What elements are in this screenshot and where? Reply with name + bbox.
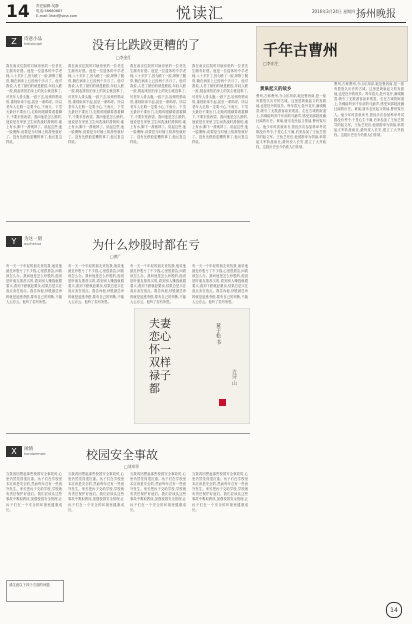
section-title: 悦读汇: [176, 4, 225, 22]
article-1: [6, 26, 250, 218]
divider-1: [6, 221, 250, 222]
article-1-col-3: 我在南京住院时对病房里的一位老先生颇有好感。他是一位退休的中学老师,八十多岁了,因为跌了一跤,摔断了腿骨,躺在病床上已经两个多月了。他对我说,人老了最怕的就是跌跤,年轻人跌一跤,爬起来拍拍身上的灰尘就没事了,可老年人骨头脆,一跤下去,轻则伤筋动骨,重则卧床不起,甚至一命呜呼。所以老年人走路一定要小心,下雨天、下雪天最好不要出门,走路时眼睛要看着脚下,不要东张西望。我问他是怎么跌的,他说是在家里卫生间洗澡时滑倒的,地上有水,脚下一滑就摔了。说起这些,他一脸懊悔,说要是当时铺上防滑垫就好了。没有比跌跤更糟的事了,他反复这样说。: [130, 64, 186, 145]
seal-stamp-icon: [219, 399, 226, 406]
article-3-title: 校园安全事故: [86, 448, 159, 462]
masthead: [0, 0, 412, 22]
newspaper-logo: 扬州晚报: [356, 9, 396, 20]
calligraphy-line: 双样: [149, 356, 171, 369]
section-icon-x: X: [6, 446, 22, 457]
article-3-author: □刘卓翠: [124, 464, 139, 469]
article-3-tag: 闲情: [24, 447, 33, 452]
article-2-col-1: 有一天一个年轻的朋友来找我,他说他最近炒股亏了不少钱,心里很着急,问我该怎么办。我问他是怎么炒股的,他说是听朋友推荐买的,看到别人赚钱就跟着买,看到下跌就赶紧卖,结果总是买在高点卖在低点。我告诉他,炒股最忌讳的就是追涨杀跌,要有自己的判断,不能人云亦云。他听了若有所思。: [6, 264, 62, 304]
calligraphy-line: 都: [149, 382, 160, 395]
article-1-tag: 诗意小品: [24, 37, 42, 42]
calligraphy-signature: 黄于松 书: [215, 323, 221, 345]
editor-info: [36, 4, 77, 19]
divider-2: [6, 433, 250, 434]
sidebar-col-2: 曹州,古称曹州,今山东菏泽,地处鲁西南,是一座有着悠久历史的古城。这里是黄巢起义的发源地,也是牡丹的故乡。每年春天,牡丹花开,满城飘香,吸引了无数游客前来观赏。走在古城的街道上,仿佛能听到千年前的马蹄声,感受到那段波澜壮阔的历史。黄巢,唐末农民起义领袖,曹州冤句人。他少年时喜欢读书,曾经多次参加科举考试都没有考中,于是心生不满,后来参加了王仙芝领导的起义军。王仙芝死后,他被推举为领袖,率领起义军转战南北,最终攻入长安,建立了大齐政权。这段历史至今仍被人们传颂。: [334, 82, 404, 137]
article-2-title: 为什么炒股时都在亏: [92, 238, 201, 252]
sidebar-banner-author: □李东生: [263, 61, 279, 66]
article-2-tag: 为这一刻: [24, 237, 42, 242]
section-icon-y: Y: [6, 236, 22, 247]
editor-phone: 电话:58680687: [36, 9, 63, 13]
sidebar-col-1: 曹州,古称曹州,今山东菏泽,地处鲁西南,是一座有着悠久历史的古城。这里是黄巢起义的发源地,也是牡丹的故乡。每年春天,牡丹花开,满城飘香,吸引了无数游客前来观赏。走在古城的街道上,仿佛能听到千年前的马蹄声,感受到那段波澜壮阔的历史。黄巢,唐末农民起义领袖,曹州冤句人。他少年时喜欢读书,曾经多次参加科举考试都没有考中,于是心生不满,后来参加了王仙芝领导的起义军。王仙芝死后,他被推举为领袖,率领起义军转战南北,最终攻入长安,建立了大齐政权。这段历史至今仍被人们传颂。: [256, 94, 326, 149]
article-1-author: □李金灯: [116, 55, 131, 60]
editor-line: 责任编辑:吴静: [36, 4, 59, 8]
article-3: [6, 438, 250, 618]
page-badge: 14: [386, 602, 402, 618]
calligraphy-extra: 古诗 山: [231, 369, 237, 386]
article-1-col-1: 我在南京住院时对病房里的一位老先生颇有好感。他是一位退休的中学老师,八十多岁了,因为跌了一跤,摔断了腿骨,躺在病床上已经两个多月了。他对我说,人老了最怕的就是跌跤,年轻人跌一跤,爬起来拍拍身上的灰尘就没事了,可老年人骨头脆,一跤下去,轻则伤筋动骨,重则卧床不起,甚至一命呜呼。所以老年人走路一定要小心,下雨天、下雪天最好不要出门,走路时眼睛要看着脚下,不要东张西望。我问他是怎么跌的,他说是在家里卫生间洗澡时滑倒的,地上有水,脚下一滑就摔了。说起这些,他一脸懊悔,说要是当时铺上防滑垫就好了。没有比跌跤更糟的事了,他反复这样说。: [6, 64, 62, 145]
page-number: 14: [6, 2, 30, 22]
calligraphy-text: [149, 317, 209, 395]
article-1-tag-en: hellolouph: [24, 42, 43, 46]
article-2-col-4: 有一天一个年轻的朋友来找我,他说他最近炒股亏了不少钱,心里很着急,问我该怎么办。我问他是怎么炒股的,他说是听朋友推荐买的,看到别人赚钱就跟着买,看到下跌就赶紧卖,结果总是买在高点卖在低点。我告诉他,炒股最忌讳的就是追涨杀跌,要有自己的判断,不能人云亦云。他听了若有所思。: [192, 264, 248, 304]
article-3-col-3: 当我再回想起那些校园安全事故时,心里仍然觉得很沉重。孩子们在学校里本应该是安全的,然而每年总有一些意外发生。家长把孩子交给学校,学校就有责任保护好他们。我们应该从这些事故中吸取教训,加强校园安全管理,让孩子们在一个安全的环境里健康成长。: [130, 472, 186, 512]
article-2-tag-en: ouchehua: [24, 242, 42, 246]
calligraphy-line: 禄子: [149, 369, 171, 382]
calligraphy-artwork: [134, 308, 250, 424]
masthead-rule: [6, 22, 406, 23]
article-3-col-2: 当我再回想起那些校园安全事故时,心里仍然觉得很沉重。孩子们在学校里本应该是安全的,然而每年总有一些意外发生。家长把孩子交给学校,学校就有责任保护好他们。我们应该从这些事故中吸取教训,加强校园安全管理,让孩子们在一个安全的环境里健康成长。: [68, 472, 124, 512]
sidebar-subtitle: 黄巢起义的故乡: [260, 87, 292, 92]
article-1-col-4: 我在南京住院时对病房里的一位老先生颇有好感。他是一位退休的中学老师,八十多岁了,因为跌了一跤,摔断了腿骨,躺在病床上已经两个多月了。他对我说,人老了最怕的就是跌跤,年轻人跌一跤,爬起来拍拍身上的灰尘就没事了,可老年人骨头脆,一跤下去,轻则伤筋动骨,重则卧床不起,甚至一命呜呼。所以老年人走路一定要小心,下雨天、下雪天最好不要出门,走路时眼睛要看着脚下,不要东张西望。我问他是怎么跌的,他说是在家里卫生间洗澡时滑倒的,地上有水,脚下一滑就摔了。说起这些,他一脸懊悔,说要是当时铺上防滑垫就好了。没有比跌跤更糟的事了,他反复这样说。: [192, 64, 248, 145]
calligraphy-line: 夫妻: [149, 317, 171, 330]
article-3-note-box: [6, 580, 64, 602]
article-1-title: 没有比跌跤更糟的了: [92, 38, 201, 52]
article-1-col-2: 我在南京住院时对病房里的一位老先生颇有好感。他是一位退休的中学老师,八十多岁了,因为跌了一跤,摔断了腿骨,躺在病床上已经两个多月了。他对我说,人老了最怕的就是跌跤,年轻人跌一跤,爬起来拍拍身上的灰尘就没事了,可老年人骨头脆,一跤下去,轻则伤筋动骨,重则卧床不起,甚至一命呜呼。所以老年人走路一定要小心,下雨天、下雪天最好不要出门,走路时眼睛要看着脚下,不要东张西望。我问他是怎么跌的,他说是在家里卫生间洗澡时滑倒的,地上有水,脚下一滑就摔了。说起这些,他一脸懊悔,说要是当时铺上防滑垫就好了。没有比跌跤更糟的事了,他反复这样说。: [68, 64, 124, 145]
sidebar-banner: [256, 26, 408, 82]
article-2-col-3: 有一天一个年轻的朋友来找我,他说他最近炒股亏了不少钱,心里很着急,问我该怎么办。我问他是怎么炒股的,他说是听朋友推荐买的,看到别人赚钱就跟着买,看到下跌就赶紧卖,结果总是买在高点卖在低点。我告诉他,炒股最忌讳的就是追涨杀跌,要有自己的判断,不能人云亦云。他听了若有所思。: [130, 264, 186, 304]
calligraphy-line: 恋心: [149, 330, 171, 343]
article-3-col-4: 当我再回想起那些校园安全事故时,心里仍然觉得很沉重。孩子们在学校里本应该是安全的,然而每年总有一些意外发生。家长把孩子交给学校,学校就有责任保护好他们。我们应该从这些事故中吸取教训,加强校园安全管理,让孩子们在一个安全的环境里健康成长。: [192, 472, 248, 512]
sidebar: [256, 26, 406, 620]
article-3-tag-en: hondohmwe: [24, 452, 46, 456]
article-2-col-2: 有一天一个年轻的朋友来找我,他说他最近炒股亏了不少钱,心里很着急,问我该怎么办。我问他是怎么炒股的,他说是听朋友推荐买的,看到别人赚钱就跟着买,看到下跌就赶紧卖,结果总是买在高点卖在低点。我告诉他,炒股最忌讳的就是追涨杀跌,要有自己的判断,不能人云亦云。他听了若有所思。: [68, 264, 124, 304]
section-icon-z: Z: [6, 36, 22, 47]
article-2-author: □黄广: [110, 254, 122, 259]
sidebar-banner-title: 千年古曹州: [263, 41, 339, 59]
issue-date: 2016年3月24日 星期四: [312, 9, 356, 14]
article-3-note: 请注意以下四个方面的问题: [9, 583, 50, 587]
article-3-col-1: 当我再回想起那些校园安全事故时,心里仍然觉得很沉重。孩子们在学校里本应该是安全的,然而每年总有一些意外发生。家长把孩子交给学校,学校就有责任保护好他们。我们应该从这些事故中吸取教训,加强校园安全管理,让孩子们在一个安全的环境里健康成长。: [6, 472, 62, 512]
editor-email: E-mail:3hdd@sina.com: [36, 14, 78, 18]
article-2: [6, 228, 250, 428]
calligraphy-line: 怀一: [149, 343, 171, 356]
